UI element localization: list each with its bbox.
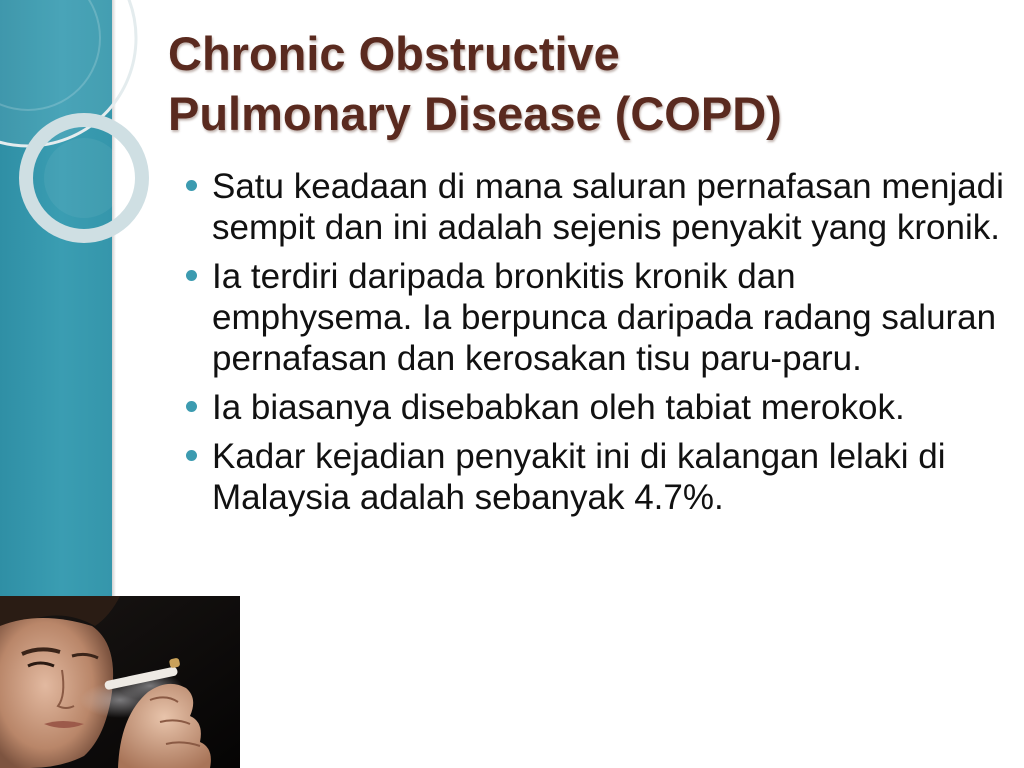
bullet-dot-icon: [186, 180, 197, 191]
bullet-dot-icon: [186, 401, 197, 412]
bullet-dot-icon: [186, 450, 197, 461]
bullet-item: [184, 387, 1004, 428]
bullet-list: [184, 166, 1004, 526]
man-smoking-photo: [0, 596, 240, 768]
title-line-1: Chronic Obstructive: [168, 27, 620, 80]
bullet-dot-icon: [186, 270, 197, 281]
bullet-item: [184, 436, 1004, 518]
bullet-text: Kadar kejadian penyakit ini di kalangan lelaki di Malaysia adalah sebanyak 4.7%.: [212, 437, 946, 517]
bullet-text: Ia biasanya disebabkan oleh tabiat merokok.: [212, 388, 905, 427]
bullet-text: Satu keadaan di mana saluran pernafasan menjadi sempit dan ini adalah sejenis penyakit yang kronik.: [212, 167, 1004, 247]
title-line-2: Pulmonary Disease (COPD): [168, 87, 782, 140]
bullet-item: [184, 256, 1004, 379]
slide-title: [168, 24, 988, 144]
bullet-item: [184, 166, 1004, 248]
rings-decoration-icon: [0, 0, 170, 300]
bullet-text: Ia terdiri daripada bronkitis kronik dan emphysema. Ia berpunca daripada radang saluran pernafasan dan kerosakan tisu paru-paru.: [212, 257, 997, 378]
